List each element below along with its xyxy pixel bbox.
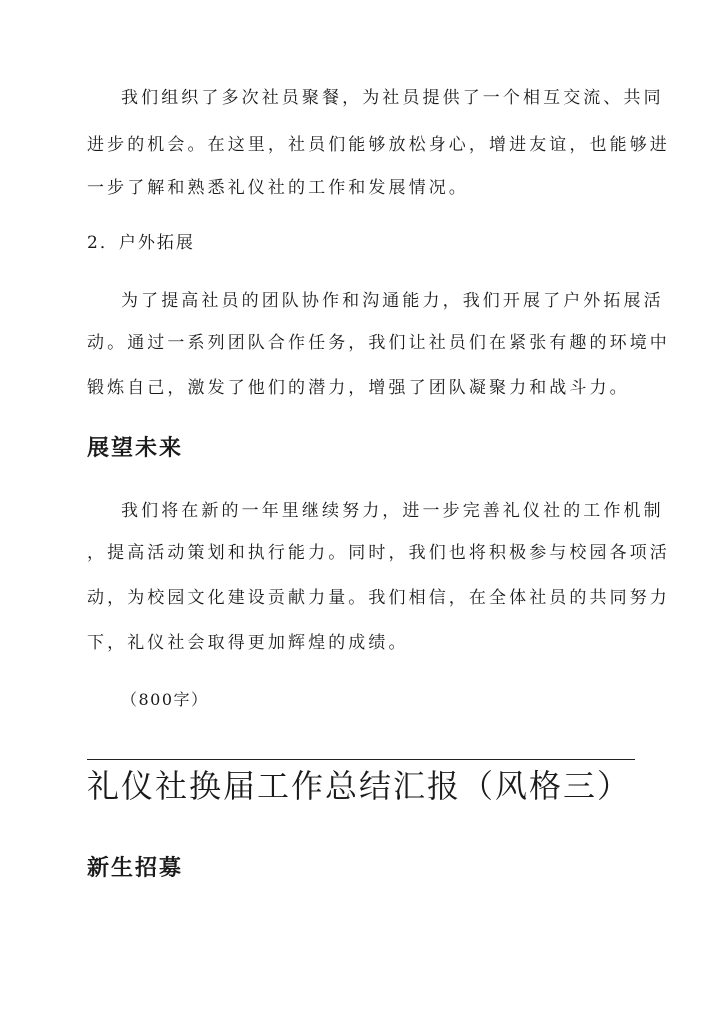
paragraph-line: 我们组织了多次社员聚餐，为社员提供了一个相互交流、共同 [121,88,664,108]
item-heading: 2．户外拓展 [87,233,195,253]
paragraph-line: 我们将在新的一年里继续努力，进一步完善礼仪社的工作机制 [121,501,664,521]
paragraph-line: 一步了解和熟悉礼仪社的工作和发展情况。 [87,178,469,198]
word-count: （800字） [121,690,209,709]
paragraph-line: 为了提高社员的团队协作和沟通能力，我们开展了户外拓展活 [121,291,664,311]
paragraph-line: 动，为校园文化建设贡献力量。我们相信，在全体社员的共同努力 [87,588,670,608]
section-divider [87,759,635,760]
paragraph-line: 下，礼仪社会取得更加辉煌的成绩。 [87,633,409,653]
article-title: 礼仪社换届工作总结汇报（风格三） [87,767,632,805]
paragraph-line: ，提高活动策划和执行能力。同时，我们也将积极参与校园各项活 [87,543,670,563]
section-heading: 新生招募 [87,855,184,881]
paragraph-line: 锻炼自己，激发了他们的潜力，增强了团队凝聚力和战斗力。 [87,378,630,398]
section-heading: 展望未来 [87,435,184,461]
paragraph-line: 进步的机会。在这里，社员们能够放松身心，增进友谊，也能够进 [87,135,670,155]
paragraph-line: 动。通过一系列团队合作任务，我们让社员们在紧张有趣的环境中 [87,333,670,353]
